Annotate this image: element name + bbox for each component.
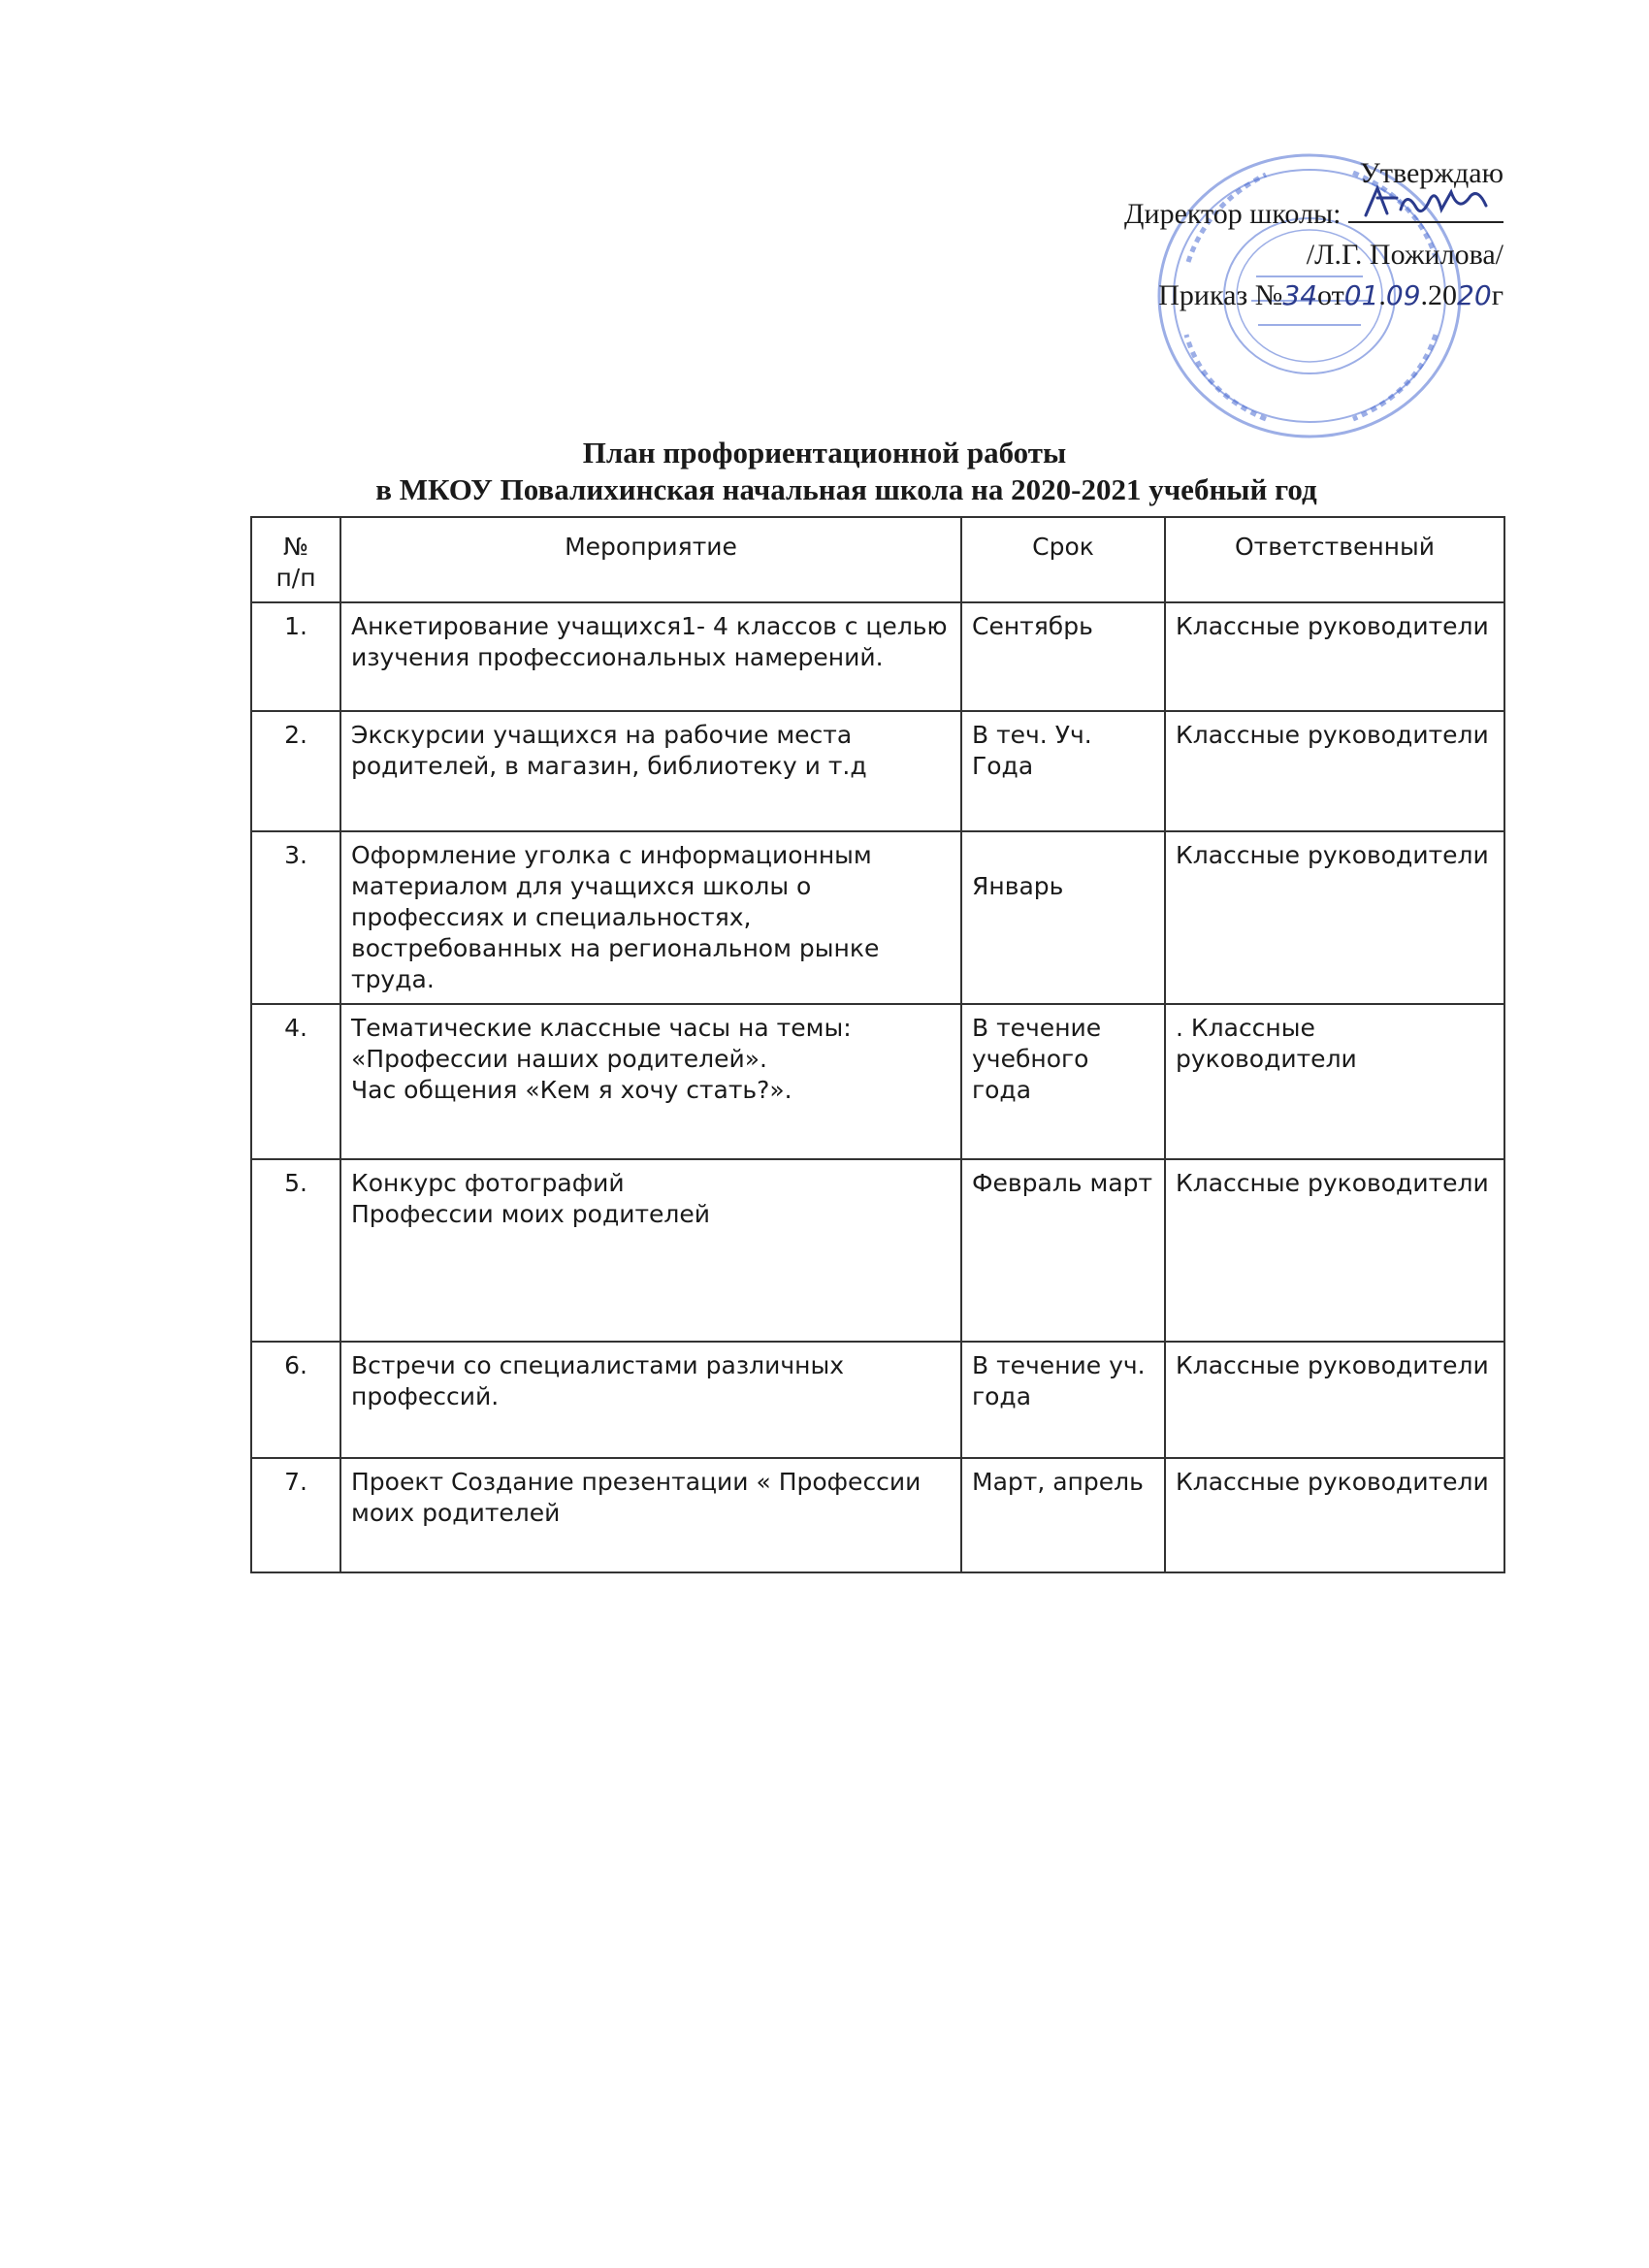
header-term: Срок [961, 517, 1165, 602]
title-line-1: План профориентационной работы [582, 436, 1067, 470]
order-dot: . [1378, 279, 1386, 311]
plan-table [250, 516, 1505, 1573]
director-name-row [999, 235, 1504, 275]
row-term: Март, апрель [961, 1458, 1165, 1572]
order-year-prefix: .20 [1420, 279, 1458, 311]
row-event: Конкурс фотографий Профессии моих родителей [340, 1159, 961, 1342]
header-num: № п/п [251, 517, 340, 602]
row-num: 5. [251, 1159, 340, 1342]
signature-icon [1358, 180, 1494, 227]
approve-label: Утверждаю [1359, 157, 1504, 189]
row-term: Февраль март [961, 1159, 1165, 1342]
order-month: 09 [1385, 279, 1421, 311]
row-num: 6. [251, 1342, 340, 1458]
table-row [251, 1159, 1504, 1342]
row-num: 2. [251, 711, 340, 831]
row-term: Январь [961, 831, 1165, 1004]
row-responsible: Классные руководители [1165, 1159, 1504, 1342]
approval-block [999, 153, 1504, 316]
order-row [999, 275, 1504, 316]
table-row [251, 711, 1504, 831]
row-event: Анкетирование учащихся1- 4 классов с целью изучения профессиональных намерений. [340, 602, 961, 711]
row-num: 7. [251, 1458, 340, 1572]
row-responsible: Классные руководители [1165, 602, 1504, 711]
director-row [999, 194, 1504, 235]
row-responsible: . Классные руководители [1165, 1004, 1504, 1159]
table-row [251, 1342, 1504, 1458]
title-line-2: в МКОУ Повалихинская начальная школа на 2020-2021 учебный год [375, 472, 1317, 506]
row-responsible: Классные руководители [1165, 1342, 1504, 1458]
row-num: 3. [251, 831, 340, 1004]
row-event: Тематические классные часы на темы: «Профессии наших родителей». Час общения «Кем я хочу стать?». [340, 1004, 961, 1159]
order-day: 01 [1343, 279, 1379, 311]
header-event: Мероприятие [340, 517, 961, 602]
document-title [0, 435, 1649, 508]
row-event: Встречи со специалистами различных профессий. [340, 1342, 961, 1458]
order-from: от [1317, 279, 1344, 311]
row-term: В течение уч. года [961, 1342, 1165, 1458]
table-row [251, 602, 1504, 711]
row-responsible: Классные руководители [1165, 831, 1504, 1004]
table-row [251, 831, 1504, 1004]
row-num: 4. [251, 1004, 340, 1159]
row-event: Оформление уголка с информационным материалом для учащихся школы о профессиях и специальностях, востребованных на региональном рынке труда. [340, 831, 961, 1004]
director-name: /Л.Г. Пожилова/ [1306, 239, 1504, 271]
row-term: В теч. Уч. Года [961, 711, 1165, 831]
row-term: В течение учебного года [961, 1004, 1165, 1159]
table-row [251, 1458, 1504, 1572]
header-responsible: Ответственный [1165, 517, 1504, 602]
row-responsible: Классные руководители [1165, 1458, 1504, 1572]
table-row [251, 1004, 1504, 1159]
signature-line [1348, 196, 1504, 223]
row-num: 1. [251, 602, 340, 711]
row-event: Проект Создание презентации « Профессии моих родителей [340, 1458, 961, 1572]
order-prefix: Приказ № [1158, 279, 1283, 311]
director-label: Директор школы: [1124, 198, 1342, 230]
row-event: Экскурсии учащихся на рабочие места родителей, в магазин, библиотеку и т.д [340, 711, 961, 831]
order-year-suffix: 20 [1457, 279, 1492, 311]
table-header-row [251, 517, 1504, 602]
row-responsible: Классные руководители [1165, 711, 1504, 831]
row-term: Сентябрь [961, 602, 1165, 711]
order-suffix: г [1491, 279, 1504, 311]
order-number: 34 [1282, 279, 1318, 311]
